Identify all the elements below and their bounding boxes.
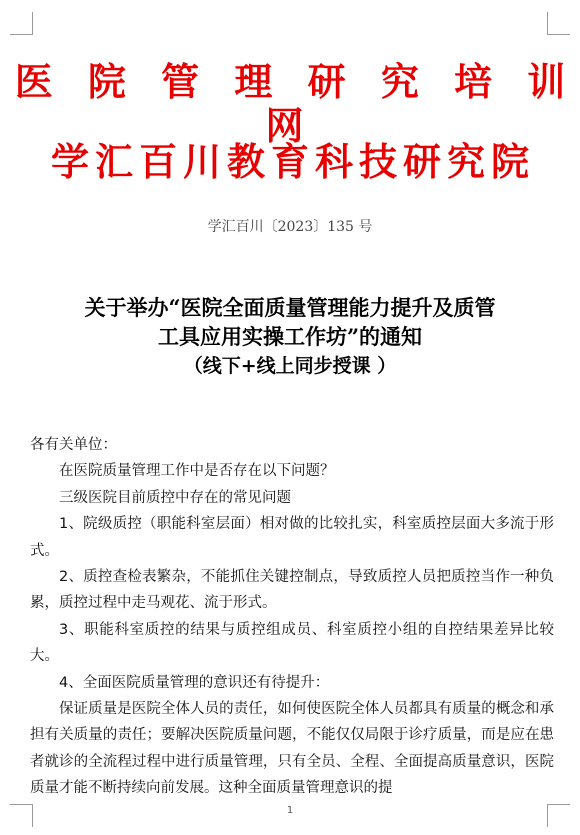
page-number: 1 bbox=[286, 805, 294, 816]
paragraph: 三级医院目前质控中存在的常见问题 bbox=[59, 489, 291, 506]
paragraph: 在医院质量管理工作中是否存在以下问题？ bbox=[59, 463, 335, 480]
letterhead-line-2: 学汇百川教育科技研究院 bbox=[50, 140, 535, 184]
document-number: 学汇百川〔2023〕135 号 bbox=[207, 219, 373, 235]
title-line-2: 工具应用实操工作坊”的通知 bbox=[157, 324, 423, 349]
crop-mark-top-left bbox=[10, 12, 33, 35]
paragraph: 4、全面医院质量管理的意识还有待提升： bbox=[59, 674, 330, 691]
document-body bbox=[30, 432, 554, 802]
title-subtitle: （线下+线上同步授课 ） bbox=[183, 355, 397, 377]
paragraph: 1、院级质控（职能科室层面）相对做的比较扎实，科室质控层面大多流于形式。 bbox=[30, 516, 554, 559]
paragraph: 保证质量是医院全体人员的责任，如何使医院全体人员都具有质量的概念和承担有关质量的责任；要解决医院质量问题，不能仅仅局限于诊疗质量，而是应在患者就诊的全流程过程中进行质量管理，只有全员、全程、全面提高质量意识，医院质量才能不断持续向前发展。这种全面质量管理意识的提 bbox=[30, 701, 554, 797]
title-line-1: 关于举办“医院全面质量管理能力提升及质管 bbox=[84, 295, 496, 320]
crop-mark-top-right bbox=[547, 12, 570, 35]
salutation: 各有关单位： bbox=[30, 437, 117, 453]
letterhead-line-1: 医 院 管 理 研 究 培 训 网 bbox=[14, 60, 577, 148]
paragraph: 2、质控查检表繁杂，不能抓住关键控制点，导致质控人员把质控当作一种负累，质控过程中走马观花、流于形式。 bbox=[30, 569, 554, 612]
paragraph: 3、职能科室质控的结果与质控组成员、科室质控小组的自控结果差异比较大。 bbox=[30, 621, 554, 665]
